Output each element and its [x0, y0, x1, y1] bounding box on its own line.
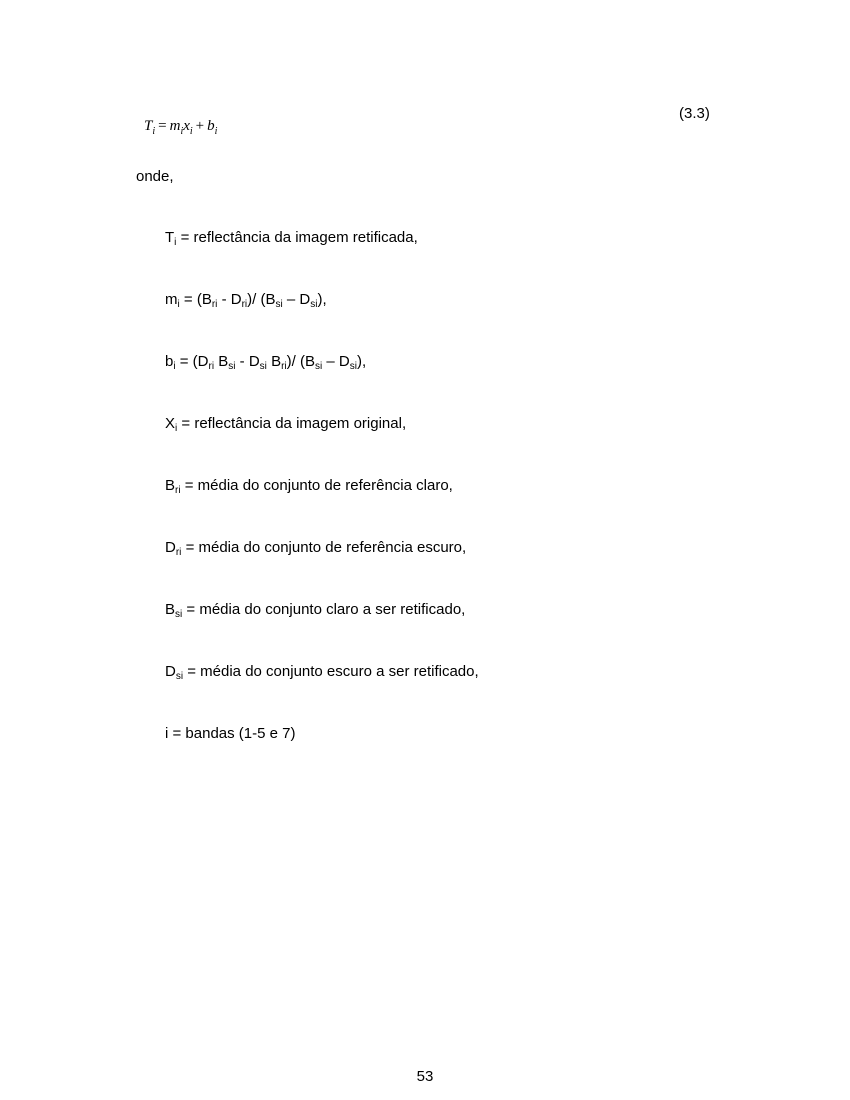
equation-lhs: T	[144, 118, 153, 134]
page-number: 53	[416, 1068, 434, 1085]
definition-line	[165, 291, 327, 308]
definition-subscript: i	[175, 423, 178, 434]
definition-subscript: ri	[175, 485, 181, 496]
equation-b: b	[207, 118, 215, 134]
equation-number: (3.3)	[679, 105, 710, 122]
definition-subscript: si	[349, 361, 357, 372]
definition-text: B	[165, 601, 176, 618]
definition-text: = média do conjunto claro a ser retificado,	[182, 601, 466, 618]
definition-text: )/ (B	[286, 353, 315, 370]
definition-text: = média do conjunto escuro a ser retificado,	[183, 663, 479, 680]
definition-subscript: ri	[175, 547, 182, 558]
definition-line	[165, 415, 406, 432]
definition-subscript: i	[174, 237, 177, 248]
definition-subscript: ri	[241, 299, 248, 310]
definition-subscript: ri	[211, 299, 218, 310]
definition-text: B	[214, 353, 229, 370]
definition-line	[165, 353, 366, 370]
definition-text: – D	[322, 353, 350, 370]
equation-m: m	[169, 118, 181, 134]
definition-subscript: si	[259, 361, 267, 372]
definition-text: B	[266, 353, 282, 370]
definition-subscript: si	[310, 299, 318, 310]
definition-subscript: si	[175, 609, 183, 620]
definition-text: - D	[217, 291, 242, 308]
equation-plus: +	[195, 118, 205, 134]
definition-line	[165, 601, 465, 618]
equation-lhs-subscript: i	[152, 126, 156, 137]
definition-text: B	[165, 477, 176, 494]
definition-subscript: ri	[208, 361, 215, 372]
definition-text: m	[165, 291, 178, 308]
definition-line	[165, 477, 453, 494]
definition-text: = média do conjunto de referência escuro,	[181, 539, 467, 556]
equation-x: x	[183, 118, 190, 134]
definition-text: b	[165, 353, 174, 370]
definition-line	[165, 725, 296, 742]
definition-subscript: si	[228, 361, 236, 372]
definition-subscript: si	[275, 299, 283, 310]
definition-text: T	[165, 229, 175, 246]
equation-m-subscript: i	[180, 126, 184, 137]
definition-line	[165, 539, 466, 556]
definition-text: = reflectância da imagem retificada,	[176, 229, 418, 246]
definition-text: X	[165, 415, 176, 432]
definition-subscript: si	[315, 361, 323, 372]
definition-text: )/ (B	[247, 291, 276, 308]
definition-subscript: ri	[281, 361, 287, 372]
definition-text: = (B	[179, 291, 212, 308]
equation-b-subscript: i	[214, 126, 218, 137]
definition-text: ),	[356, 353, 367, 370]
equation-x-subscript: i	[189, 126, 193, 137]
equation-3-3	[144, 118, 217, 135]
definition-text: ),	[317, 291, 327, 308]
definition-text: D	[165, 539, 176, 556]
definition-line	[165, 663, 479, 680]
definition-text: – D	[282, 291, 311, 308]
definition-text: = (D	[175, 353, 209, 370]
definition-text: D	[165, 663, 176, 680]
definition-subscript: i	[173, 361, 176, 372]
definition-text: = média do conjunto de referência claro,	[180, 477, 453, 494]
equation-equals: =	[158, 118, 167, 134]
definition-text: - D	[235, 353, 260, 370]
definition-subscript: i	[177, 299, 180, 310]
definition-text: = reflectância da imagem original,	[177, 415, 407, 432]
definition-subscript: si	[175, 671, 184, 682]
intro-text: onde,	[136, 168, 174, 185]
definition-text: i = bandas (1-5 e 7)	[165, 725, 296, 742]
definition-line	[165, 229, 418, 246]
